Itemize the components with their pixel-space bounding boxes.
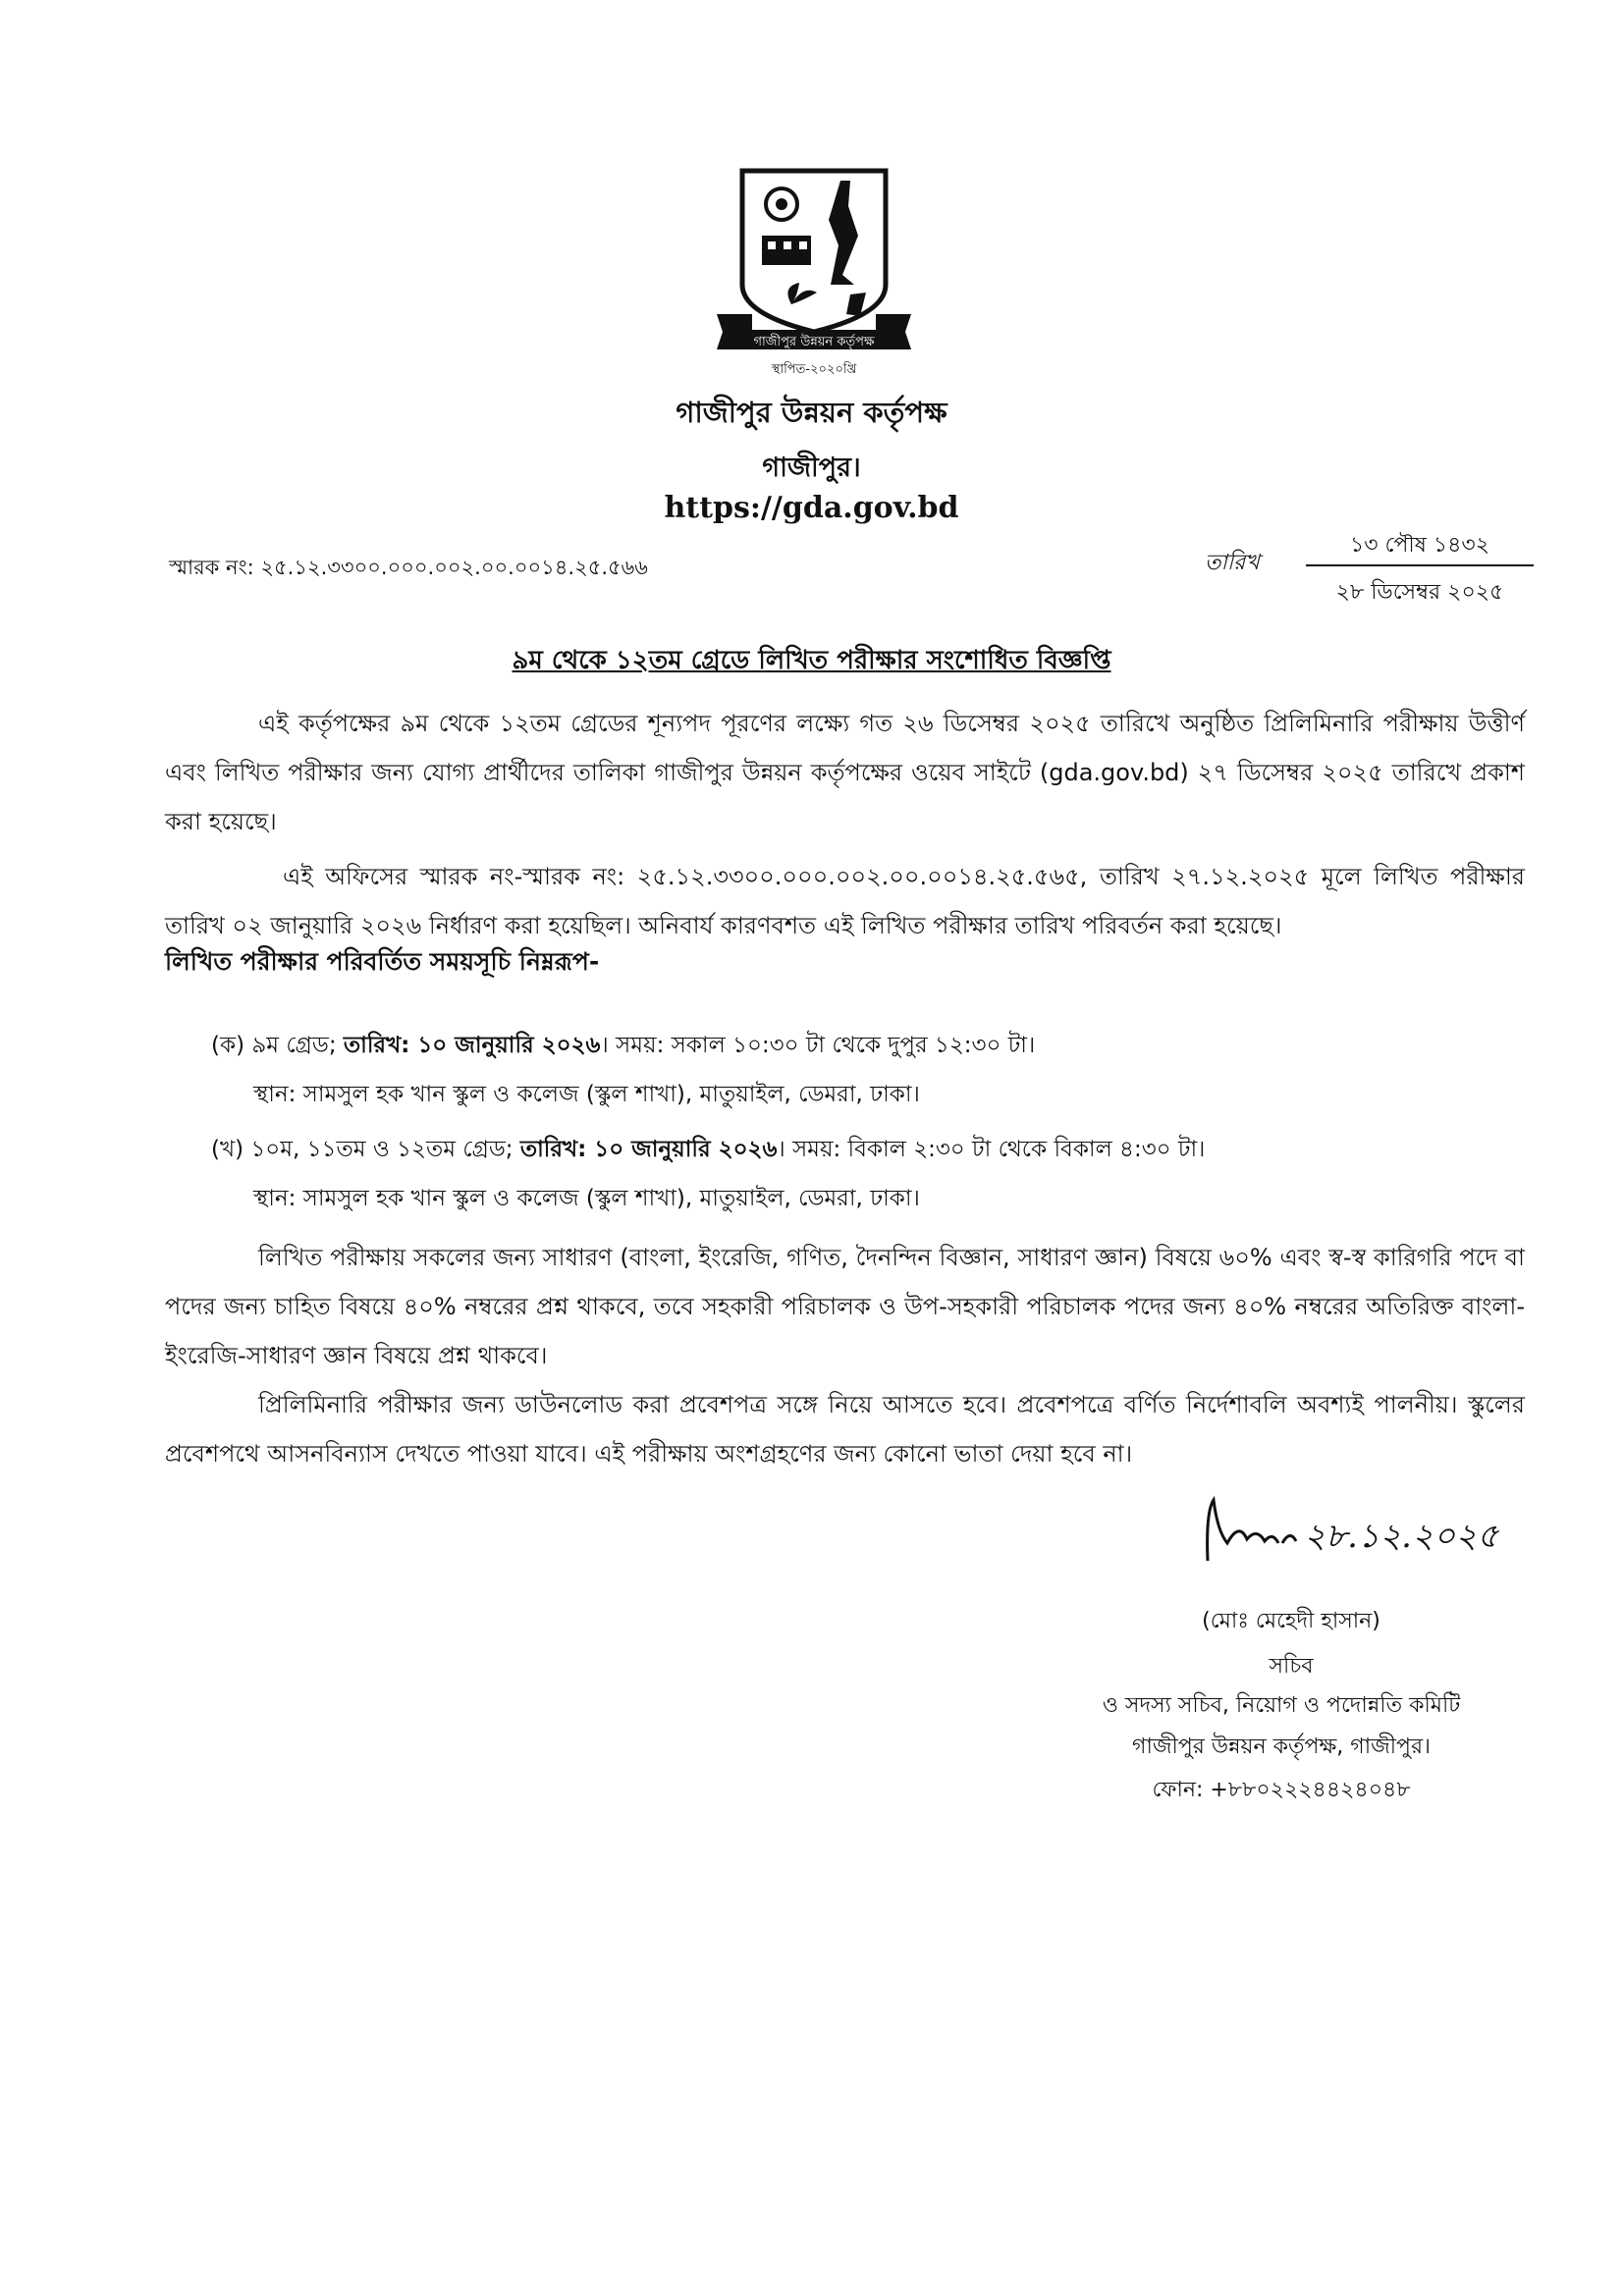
schedule-item-kha [211, 1125, 1205, 1174]
website-link[interactable]: https://gda.gov.bd [664, 491, 959, 525]
organization-name: গাজীপুর উন্নয়ন কর্তৃপক্ষ [676, 396, 947, 429]
memo-number: স্মারক নং: ২৫.১২.৩৩০০.০০০.০০২.০০.০০১৪.২৫.৫৬৬ [169, 556, 648, 579]
signatory-designation: সচিব [1269, 1654, 1314, 1679]
logo-ribbon-text: গাজীপুর উন্নয়ন কর্তৃপক্ষ [753, 335, 875, 349]
date-label: তারিখ [1205, 551, 1260, 575]
organization-location: গাজীপুর। [762, 453, 861, 483]
schedule-item-kha-venue: স্থান: সামসুল হক খান স্কুল ও কলেজ (স্কুল শাখা), মাতুয়াইল, ডেমরা, ঢাকা। [253, 1186, 920, 1211]
paragraph-3: লিখিত পরীক্ষায় সকলের জন্য সাধারণ (বাংলা, ইংরেজি, গণিত, দৈনন্দিন বিজ্ঞান, সাধারণ জ্ঞান) বিষয়ে ৬০% এবং স্ব-স্ব কারিগরি পদে বা পদের জন্য চাহিত বিষয়ে ৪০% নম্বরের প্রশ্ন থাকবে, তবে সহকারী পরিচালক ও উপ-সহকারী পরিচালক পদের জন্য ৪০% নম্বরের অতিরিক্ত বাংলা-ইংরেজি-সাধারণ জ্ঞান বিষয়ে প্রশ্ন থাকবে। [165, 1244, 1525, 1369]
schedule-item-prefix: (খ) ১০ম, ১১তম ও ১২তম গ্রেড; [211, 1137, 520, 1162]
schedule-item-time: । সময়: বিকাল ২:৩০ টা থেকে বিকাল ৪:৩০ টা। [777, 1137, 1206, 1162]
gda-emblem-icon [713, 167, 915, 383]
handwritten-signature [1188, 1492, 1512, 1571]
schedule-item-time: । সময়: সকাল ১০:৩০ টা থেকে দুপুর ১২:৩০ টা। [600, 1033, 1036, 1058]
paragraph-2: এই অফিসের স্মারক নং-স্মারক নং: ২৫.১২.৩৩০০.০০০.০০২.০০.০০১৪.২৫.৫৬৫, তারিখ ২৭.১২.২০২৫ মূলে লিখিত পরীক্ষার তারিখ ০২ জানুয়ারি ২০২৬ নির্ধারণ করা হয়েছিল। অনিবার্য কারণবশত এই লিখিত পরীক্ষার তারিখ পরিবর্তন করা হয়েছে। [165, 863, 1525, 939]
date-bangla: ১৩ পৌষ ১৪৩২ [1349, 533, 1489, 558]
schedule-item-date: তারিখ: ১০ জানুয়ারি ২০২৬ [343, 1033, 601, 1058]
date-gregorian: ২৮ ডিসেম্বর ২০২৫ [1335, 580, 1504, 605]
logo-founded-text: স্থাপিত-২০২০খ্রি [771, 362, 857, 377]
schedule-title: লিখিত পরীক্ষার পরিবর্তিত সময়সূচি নিম্নরূপ- [165, 947, 600, 976]
date-divider [1306, 564, 1534, 566]
notice-title: ৯ম থেকে ১২তম গ্রেডে লিখিত পরীক্ষার সংশোধিত বিজ্ঞপ্তি [512, 646, 1111, 675]
paragraph-4: প্রিলিমিনারি পরীক্ষার জন্য ডাউনলোড করা প্রবেশপত্র সঙ্গে নিয়ে আসতে হবে। প্রবেশপত্রে বর্ণিত নির্দেশাবলি অবশ্যই পালনীয়। স্কুলের প্রবেশপথে আসনবিন্যাস দেখতে পাওয়া যাবে। এই পরীক্ষায় অংশগ্রহণের জন্য কোনো ভাতা দেয়া হবে না। [165, 1391, 1525, 1468]
signatory-name: (মোঃ মেহেদী হাসান) [1202, 1609, 1380, 1633]
signature-date: ২৮.১২.২০২৫ [1304, 1517, 1499, 1556]
schedule-item-prefix: (ক) ৯ম গ্রেড; [211, 1033, 344, 1058]
paragraph-1: এই কর্তৃপক্ষের ৯ম থেকে ১২তম গ্রেডের শূন্যপদ পূরণের লক্ষ্যে গত ২৬ ডিসেম্বর ২০২৫ তারিখে অনুষ্ঠিত প্রিলিমিনারি পরীক্ষায় উত্তীর্ণ এবং লিখিত পরীক্ষার জন্য যোগ্য প্রার্থীদের তালিকা গাজীপুর উন্নয়ন কর্তৃপক্ষের ওয়েব সাইটে (gda.gov.bd) ২৭ ডিসেম্বর ২০২৫ তারিখে প্রকাশ করা হয়েছে। [165, 710, 1525, 835]
schedule-item-ka [211, 1021, 1035, 1070]
signatory-phone: ফোন: +৮৮০২২২৪৪২৪০৪৮ [1152, 1778, 1411, 1802]
signatory-committee: ও সদস্য সচিব, নিয়োগ ও পদোন্নতি কমিটি [1102, 1693, 1461, 1718]
schedule-item-date: তারিখ: ১০ জানুয়ারি ২০২৬ [519, 1137, 778, 1162]
signatory-office: গাজীপুর উন্নয়ন কর্তৃপক্ষ, গাজীপুর। [1132, 1735, 1431, 1759]
schedule-item-ka-venue: স্থান: সামসুল হক খান স্কুল ও কলেজ (স্কুল শাখা), মাতুয়াইল, ডেমরা, ঢাকা। [253, 1082, 920, 1107]
